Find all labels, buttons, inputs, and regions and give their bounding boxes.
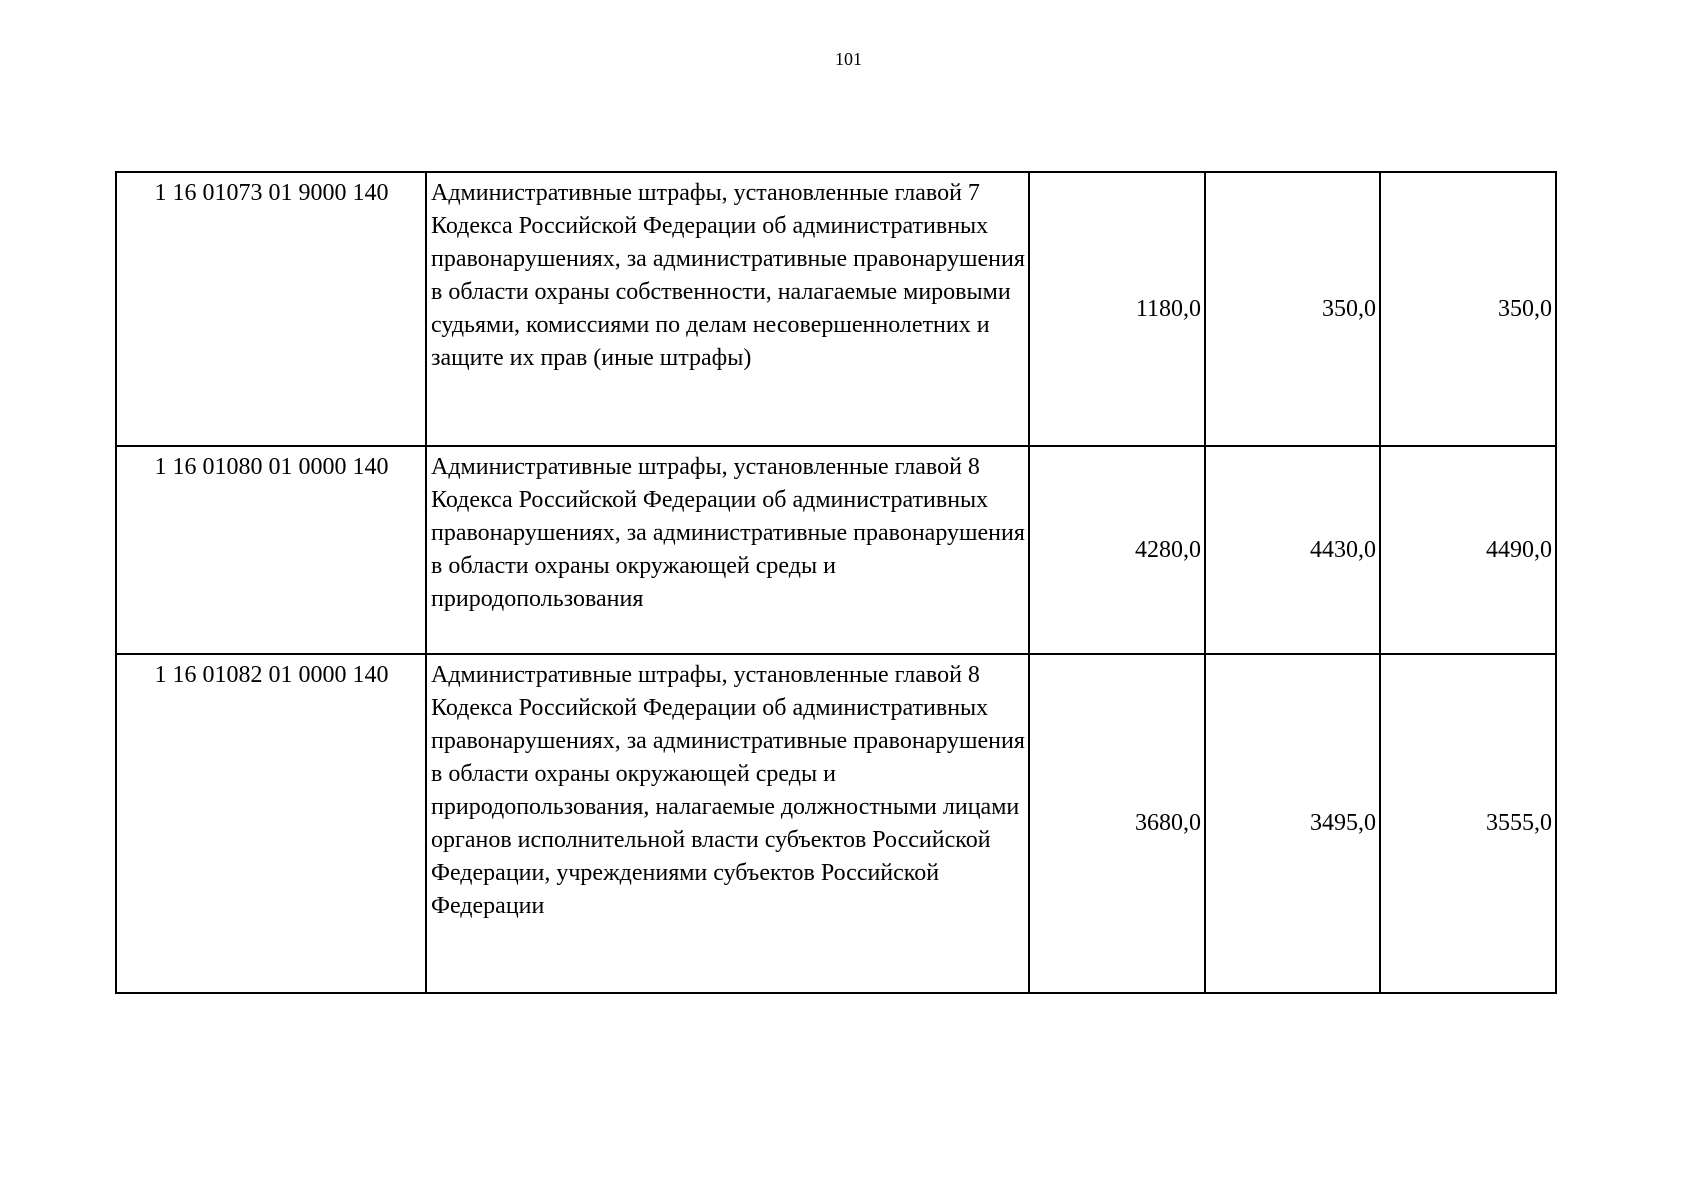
- budget-code-cell: 1 16 01073 01 9000 140: [116, 172, 426, 446]
- value-cell-year-1: 4280,0: [1029, 446, 1205, 654]
- value-cell-year-3: 3555,0: [1380, 654, 1556, 993]
- value-cell-year-2: 4430,0: [1205, 446, 1380, 654]
- value-cell-year-2: 350,0: [1205, 172, 1380, 446]
- table-row: [116, 172, 1556, 446]
- value-cell-year-3: 4490,0: [1380, 446, 1556, 654]
- table-row: [116, 446, 1556, 654]
- description-cell: Административные штрафы, установленные главой 8 Кодекса Российской Федерации об административных правонарушениях, за административные правонарушения в области охраны окружающей среды и природопользования, налагаемые должностными лицами органов исполнительной власти субъектов Российской Федерации, учреждениями субъектов Российской Федерации: [426, 654, 1029, 993]
- value-cell-year-1: 3680,0: [1029, 654, 1205, 993]
- description-cell: Административные штрафы, установленные главой 8 Кодекса Российской Федерации об административных правонарушениях, за административные правонарушения в области охраны окружающей среды и природопользования: [426, 446, 1029, 654]
- budget-table: [115, 171, 1557, 994]
- budget-code-cell: 1 16 01082 01 0000 140: [116, 654, 426, 993]
- value-cell-year-2: 3495,0: [1205, 654, 1380, 993]
- budget-code-cell: 1 16 01080 01 0000 140: [116, 446, 426, 654]
- value-cell-year-3: 350,0: [1380, 172, 1556, 446]
- table-row: [116, 654, 1556, 993]
- description-cell: Административные штрафы, установленные главой 7 Кодекса Российской Федерации об административных правонарушениях, за административные правонарушения в области охраны собственности, налагаемые мировыми судьями, комиссиями по делам несовершеннолетних и защите их прав (иные штрафы): [426, 172, 1029, 446]
- page-number: 101: [835, 49, 862, 69]
- value-cell-year-1: 1180,0: [1029, 172, 1205, 446]
